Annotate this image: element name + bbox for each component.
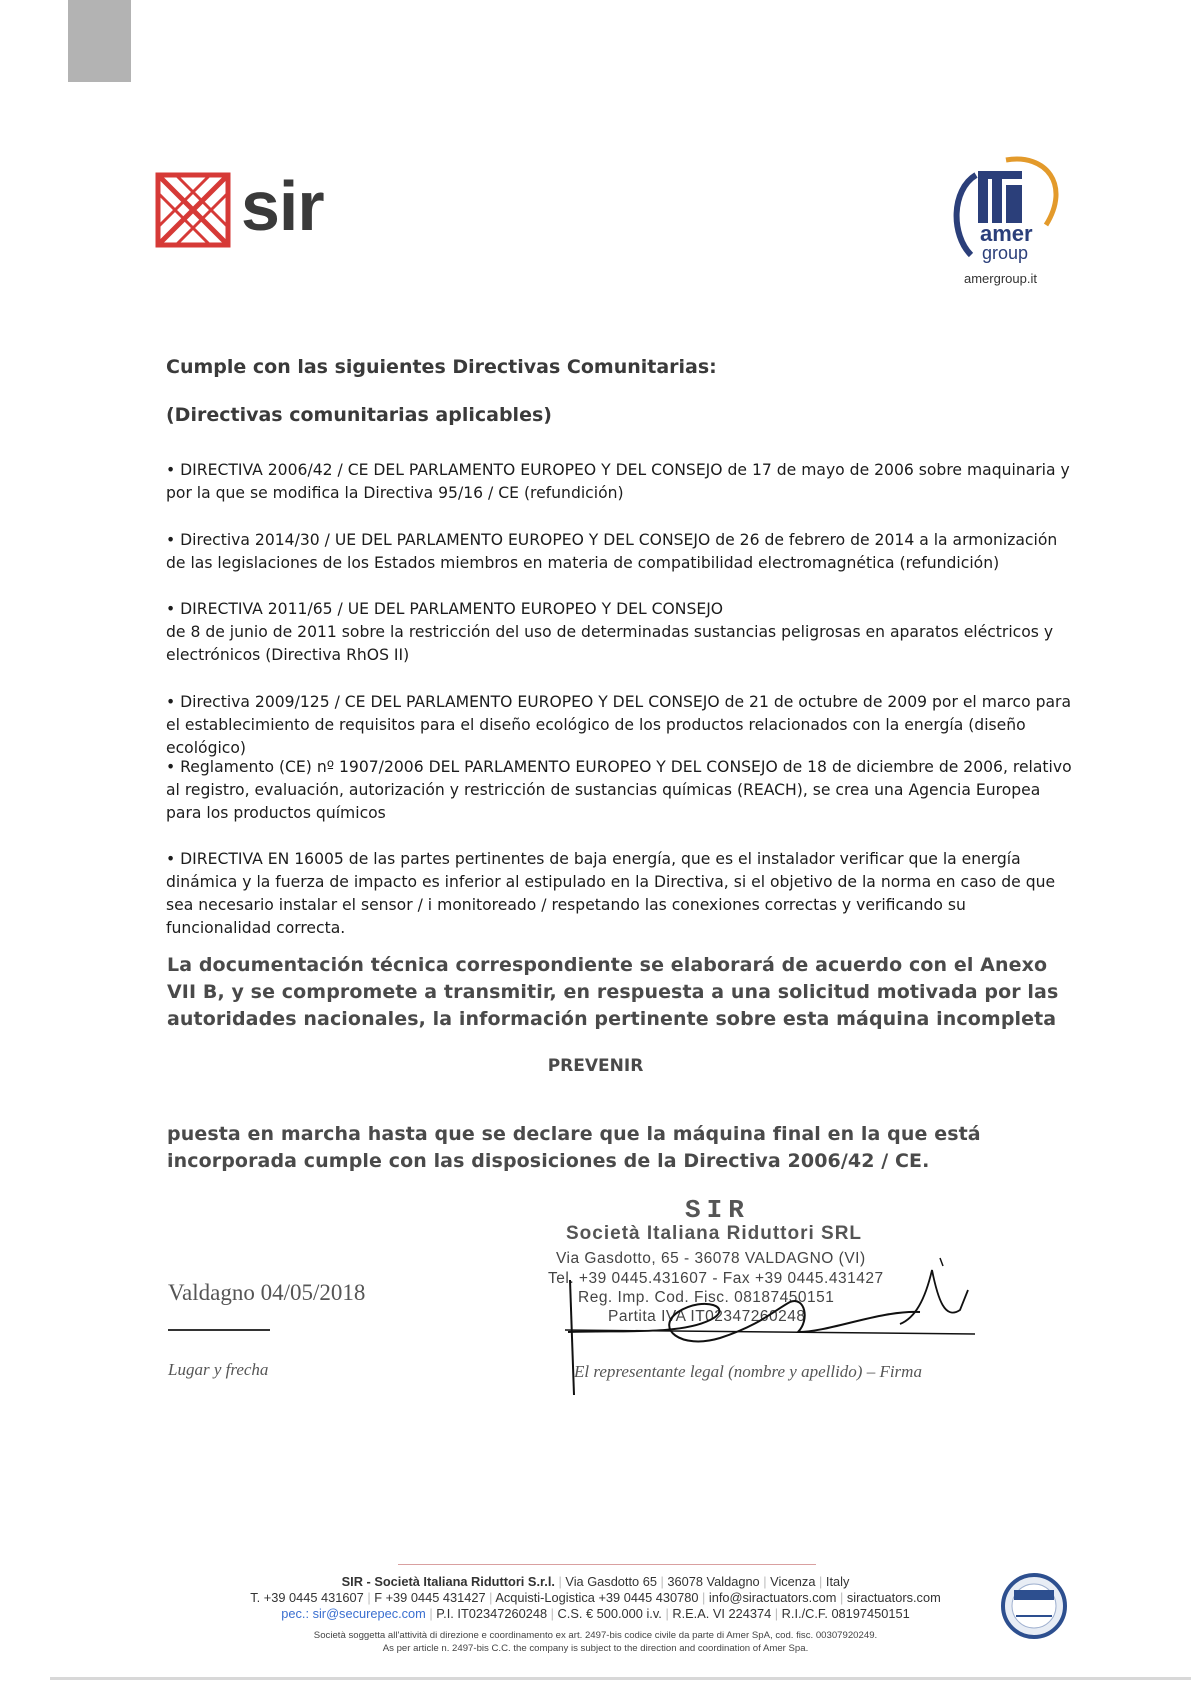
iso-certification-badge-icon xyxy=(1000,1572,1068,1640)
directives-heading: Cumple con las siguientes Directivas Comunitarias: xyxy=(166,356,717,378)
footer-company-line: SIR - Società Italiana Riduttori S.r.l. | Via Gasdotto 65 | 36078 Valdagno | Vicenza | Italy xyxy=(341,1574,850,1589)
directive-item: • DIRECTIVA 2011/65 / UE DEL PARLAMENTO EUROPEO Y DEL CONSEJO de 8 de junio de 2011 sobre la restricción del uso de determinadas sustancias peligrosas en aparatos eléctricos y electrónicos (Directiva RhOS II) xyxy=(166,600,1054,664)
amer-group-logo xyxy=(946,155,1076,290)
footer-contact-line: T. +39 0445 431607 | F +39 0445 431427 | Acquisti-Logistica +39 0445 430780 | info@siractuators.com | siractuators.com xyxy=(250,1590,941,1605)
prevenir-heading: PREVENIR xyxy=(547,1056,644,1076)
footer-country: Italy xyxy=(825,1574,850,1589)
footer-purchasing: Acquisti-Logistica +39 0445 430780 xyxy=(495,1590,699,1605)
footer-city: 36078 Valdagno xyxy=(667,1574,760,1589)
footer-vat: P.I. IT02347260248 xyxy=(436,1606,548,1621)
footer-fax: F +39 0445 431427 xyxy=(374,1590,486,1605)
sir-logo-mark-icon xyxy=(155,172,231,248)
stamp-address: Via Gasdotto, 65 - 36078 VALDAGNO (VI) xyxy=(556,1250,866,1267)
footer-tel: T. +39 0445 431607 xyxy=(250,1590,364,1605)
footer-province: Vicenza xyxy=(770,1574,816,1589)
footer-pec-email[interactable]: sir@securepec.com xyxy=(312,1606,426,1621)
footer-registry-line: pec.: sir@securepec.com | P.I. IT02347260248 | C.S. € 500.000 i.v. | R.E.A. VI 224374 | R.I./C.F. 08197450151 xyxy=(281,1606,910,1621)
footer-rea: R.E.A. VI 224374 xyxy=(672,1606,772,1621)
technical-documentation-paragraph: La documentación técnica correspondiente se elaborará de acuerdo con el Anexo VII B, y se compromete a transmitir, en respuesta a una solicitud motivada por las autoridades nacionales, la información pertinente sobre esta máquina incompleta xyxy=(167,954,1059,1030)
footer-legal-english: As per article n. 2497-bis C.C. the company is subject to the direction and coordination of Amer Spa. xyxy=(382,1643,809,1654)
date-underline xyxy=(168,1329,270,1331)
stamp-company-name: Società Italiana Riduttori SRL xyxy=(566,1223,863,1244)
footer-divider xyxy=(398,1564,816,1565)
directive-item: • Directiva 2009/125 / CE DEL PARLAMENTO EUROPEO Y DEL CONSEJO de 21 de octubre de 2009 por el marco para el establecimiento de requisitos para el diseño ecológico de los productos relacionados con la energía (diseño ecológico) xyxy=(166,693,1072,757)
stamp-vat: Partita IVA IT02347260248 xyxy=(608,1308,806,1325)
directive-item: • DIRECTIVA EN 16005 de las partes pertinentes de baja energía, que es el instalador verificar que la energía dinámica y la fuerza de impacto es inferior al estipulado en la Directiva, si el objetivo de la norma en caso de que sea necesario instalar el sensor / i monitoreado / respetando las conexiones correctas y verificando su funcionalidad correcta. xyxy=(166,850,1056,937)
amer-text: amer xyxy=(980,221,1033,246)
stamp-phone: Tel. +39 0445.431607 - Fax +39 0445.431427 xyxy=(548,1270,884,1287)
page-corner-tab xyxy=(68,0,131,82)
directives-subheading: (Directivas comunitarias aplicables) xyxy=(166,404,552,426)
footer-company: SIR - Società Italiana Riduttori S.r.l. xyxy=(341,1574,555,1589)
footer-fiscal-code: R.I./C.F. 08197450151 xyxy=(781,1606,910,1621)
sir-wordmark: sir xyxy=(241,167,324,245)
legal-representative-label: El representante legal (nombre y apellido) – Firma xyxy=(574,1362,922,1381)
directive-item: • Reglamento (CE) nº 1907/2006 DEL PARLAMENTO EUROPEO Y DEL CONSEJO de 18 de diciembre de 2006, relativo al registro, evaluación, autorización y restricción de sustancias químicas (REACH), se crea una Agencia Europea para los productos químicos xyxy=(166,758,1072,822)
footer-website[interactable]: siractuators.com xyxy=(846,1590,941,1605)
footer-pec-label: pec.: xyxy=(281,1606,309,1621)
footer-share-capital: C.S. € 500.000 i.v. xyxy=(557,1606,662,1621)
footer-legal-italian: Società soggetta all'attività di direzione e coordinamento ex art. 2497-bis codice civile da parte di Amer SpA, cod. fisc. 00307920249. xyxy=(313,1630,878,1641)
signature-date: Valdagno 04/05/2018 xyxy=(168,1280,366,1305)
directive-item: • Directiva 2014/30 / UE DEL PARLAMENTO EUROPEO Y DEL CONSEJO de 26 de febrero de 2014 a la armonización de las legislaciones de los Estados miembros en materia de compatibilidad electromagnética (refundición) xyxy=(166,531,1058,572)
place-date-label: Lugar y frecha xyxy=(168,1360,269,1379)
directive-item: • DIRECTIVA 2006/42 / CE DEL PARLAMENTO EUROPEO Y DEL CONSEJO de 17 de mayo de 2006 sobre maquinaria y por la que se modifica la Directiva 95/16 / CE (refundición) xyxy=(166,461,1070,502)
amer-group-site: amergroup.it xyxy=(964,271,1037,286)
sir-logo xyxy=(155,167,335,248)
footer-email[interactable]: info@siractuators.com xyxy=(708,1590,837,1605)
stamp-logo: SIR xyxy=(685,1195,750,1225)
amer-group-mark-icon xyxy=(946,155,1076,267)
stamp-tax-code: Reg. Imp. Cod. Fisc. 08187450151 xyxy=(578,1289,835,1306)
footer-address: Via Gasdotto 65 xyxy=(565,1574,657,1589)
group-text: group xyxy=(982,243,1029,263)
conformity-paragraph: puesta en marcha hasta que se declare que la máquina final en la que está incorporada cumple con las disposiciones de la Directiva 2006/42 / CE. xyxy=(167,1123,981,1172)
page-bottom-rule xyxy=(50,1677,1191,1680)
